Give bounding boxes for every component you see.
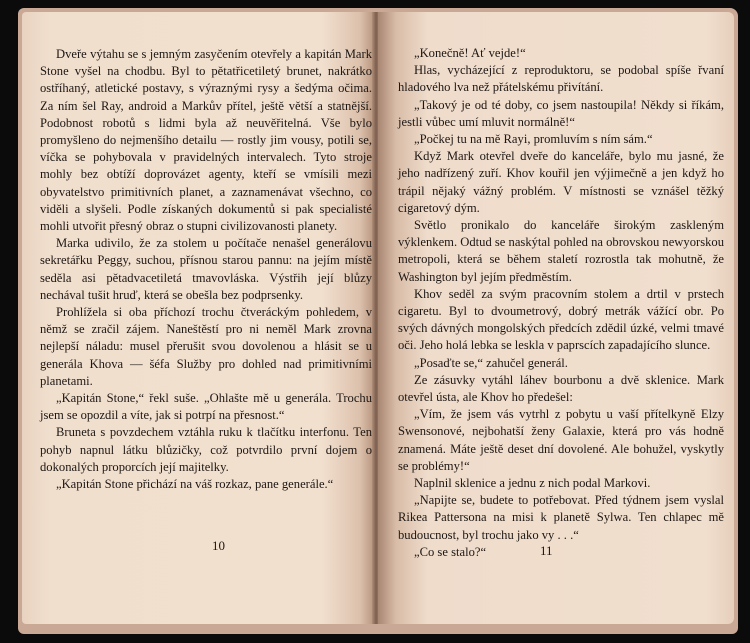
right-page xyxy=(378,12,734,624)
paragraph: Khov seděl za svým pracovním stolem a drtil v prstech cigaretu. Byl to dvoumetrový, dobrý metrák vážící obr. Po svých dávných mongolských předcích zdědil úzké, velmi tmavé oči. Jeho holá lebka se leskla v paprscích zapadajícího slunce. xyxy=(398,286,724,353)
paragraph: „Konečně! Ať vejde!“ xyxy=(414,46,526,60)
left-page-text xyxy=(40,46,372,493)
paragraph: Prohlížela si oba příchozí trochu čtveráckým pohledem, v němž se zračil zájem. Naneštěstí pro ni neměl Mark zrovna nejlepší náladu: musel přerušit svou dovolenou a hlásit se u generála Khova — šéfa Služby pro dohled nad primitivními planetami. xyxy=(40,305,372,388)
paragraph: Hlas, vycházející z reproduktoru, se podobal spíše řvaní hladového lva než přátelskému přivítání. xyxy=(398,63,724,95)
paragraph: Dveře výtahu se s jemným zasyčením otevřely a kapitán Mark Stone vyšel na chodbu. Byl to pětatřicetiletý brunet, nakrátko ostříhaný, atletické postavy, s výraznými rysy a šedýma očima. Za ním šel Ray, android a Markův přítel, ještě větší a statnější. Podobnost robotů s lidmi byla až neuvěřitelná. Vše bylo promyšleno do nejmenšího detailu — rostly jim vousy, potili se, víčka se pohybovala v pravidelných intervalech. Tyto stroje mohly bez obtíží doprovázet agenty, kteří se vmísili mezi obyvatelstvo primitivních planet, a zaznamenávat všechno, co viděli a slyšeli. Podle získaných dokumentů si pak specialisté mohli utvořit přesný obraz o stupni civilizovanosti planety. xyxy=(40,47,372,234)
page-number: 11 xyxy=(540,543,553,558)
paragraph: Když Mark otevřel dveře do kanceláře, bylo mu jasné, že jeho nadřízený zuří. Khov kouřil jen výjimečně a jen když ho trápil nějaký vážný problém. V místnosti se vznášel těžký cigaretový dým. xyxy=(398,149,724,215)
paragraph: „Napijte se, budete to potřebovat. Před týdnem jsem vyslal Rikea Pattersona na misi k planetě Sylwa. Ten chlapec mě budoucnost, byl trochu jako vy . . .“ xyxy=(398,493,724,542)
left-page xyxy=(22,12,374,624)
right-page-text xyxy=(398,45,724,561)
paragraph: „Co se stalo?“ xyxy=(414,544,487,559)
paragraph: „Kapitán Stone přichází na váš rozkaz, pane generále.“ xyxy=(56,477,334,492)
page-number: 10 xyxy=(212,538,225,553)
paragraph: Bruneta s povzdechem vztáhla ruku k tlačítku interfonu. Ten pohyb napnul látku blůzičky, což potvrdilo první dojem o dokonalých proporcích její majitelky. xyxy=(40,425,372,474)
paragraph: „Vím, že jsem vás vytrhl z pobytu u vaší přítelkyně Elzy Swensonové, nejbohatší ženy Galaxie, která pro vás hodně znamená. Máte ještě deset dní dovolené. Ale bohužel, vyskytly se problémy!“ xyxy=(398,407,724,473)
paragraph: Světlo pronikalo do kanceláře širokým zaskleným výklenkem. Odtud se naskýtal pohled na obrovskou newyorskou metropoli, která se během staletí rozrostla tak mohutně, že Washington byl jejím předměstím. xyxy=(398,218,724,284)
paragraph: „Posaďte se,“ zahučel generál. xyxy=(414,355,568,370)
paragraph: Ze zásuvky vytáhl láhev bourbonu a dvě sklenice. Mark otevřel ústa, ale Khov ho předešel: xyxy=(398,372,724,405)
paragraph: „Takový je od té doby, co jsem nastoupila! Někdy si říkám, jestli vůbec umí mluvit normálně!“ xyxy=(398,97,724,129)
paragraph: „Kapitán Stone,“ řekl suše. „Ohlašte mě u generála. Trochu jsem se opozdil a víte, jak si potrpí na přesnost.“ xyxy=(40,391,372,423)
open-book xyxy=(18,8,738,634)
paragraph: „Počkej tu na mě Rayi, promluvím s ním sám.“ xyxy=(414,132,653,147)
paragraph: Marka udivilo, že za stolem u počítače nenašel generálovu sekretářku Peggy, suchou, přísnou starou pannu: na jejím místě seděla asi pětadvacetiletá tmavovláska. Výstřih její blůzy nechával tušit hruď, která se obešla bez podprsenky. xyxy=(40,236,372,302)
paragraph: Naplnil sklenice a jednu z nich podal Markovi. xyxy=(414,476,651,491)
